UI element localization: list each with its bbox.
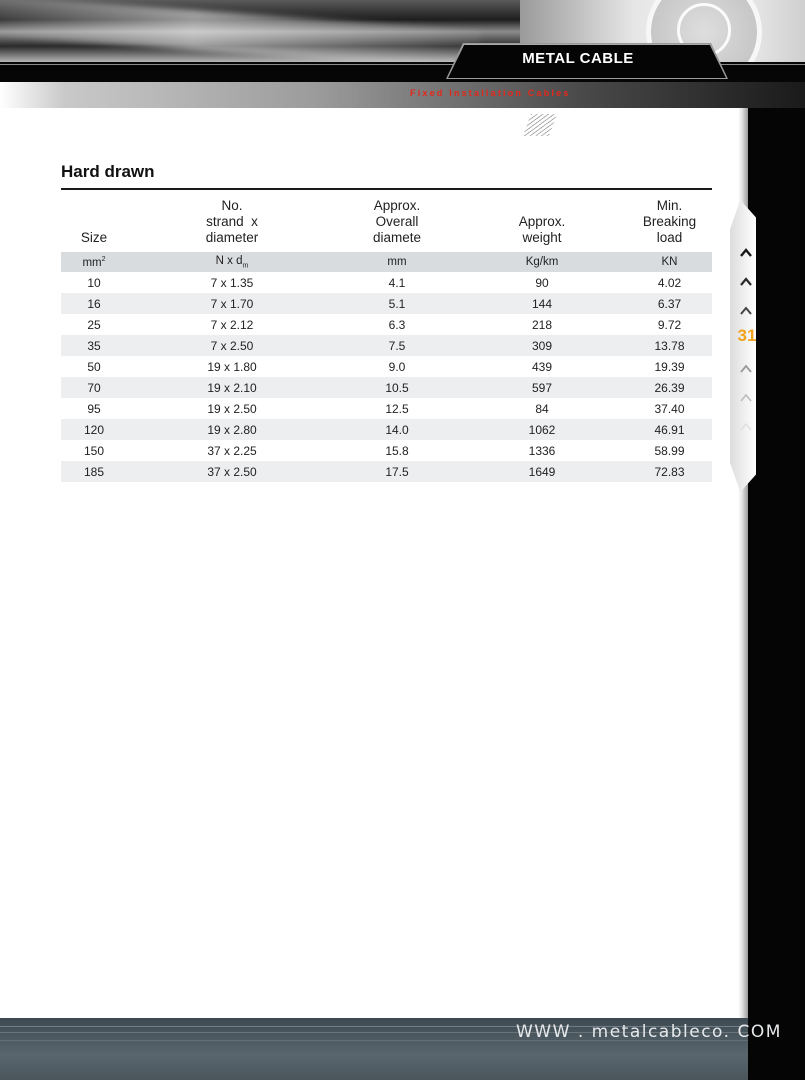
cell-breaking-load: 26.39 xyxy=(627,377,712,398)
chevron-panel xyxy=(730,200,756,492)
table-row xyxy=(61,398,712,419)
unit-weight: Kg/km xyxy=(457,252,627,272)
cell-size: 25 xyxy=(87,317,101,332)
cell-diameter: 4.1 xyxy=(388,275,406,290)
cell-diameter: 9.0 xyxy=(388,359,406,374)
header-line: Approx. xyxy=(373,198,421,213)
category-subtitle: Fixed Installation Cables xyxy=(410,88,571,98)
header-line: No. xyxy=(221,198,243,213)
cell-size: 185 xyxy=(61,461,127,482)
header-line: Min. xyxy=(656,198,683,213)
unit-text: N x d xyxy=(215,254,243,267)
header-strands xyxy=(127,194,337,252)
cell-strands: 7 x 2.50 xyxy=(127,335,337,356)
cell-breaking-load: 19.39 xyxy=(654,359,685,374)
table-row xyxy=(61,440,712,461)
unit-load: KN xyxy=(627,252,712,272)
right-sidebar xyxy=(748,108,805,1080)
cell-weight: 1062 xyxy=(457,419,627,440)
cell-weight: 84 xyxy=(535,401,549,416)
cell-strands: 19 x 2.10 xyxy=(127,377,337,398)
cell-weight: 597 xyxy=(457,377,627,398)
chevron-up-icon[interactable] xyxy=(738,246,754,262)
subheader-gradient-bar xyxy=(0,82,805,108)
cell-breaking-load: 58.99 xyxy=(654,443,685,458)
header-line: Approx. xyxy=(518,214,566,229)
cell-weight: 218 xyxy=(531,317,553,332)
cell-weight: 90 xyxy=(535,275,549,290)
header-swoosh-decoration xyxy=(0,0,481,66)
header-line: strand x xyxy=(206,214,258,229)
specification-table xyxy=(61,194,712,482)
table-row xyxy=(61,335,712,356)
table-row xyxy=(61,461,712,482)
table-header-row xyxy=(61,194,712,252)
chevron-up-icon[interactable] xyxy=(738,362,754,378)
cell-strands: 7 x 1.70 xyxy=(127,293,337,314)
cell-strands: 19 x 2.50 xyxy=(207,401,257,416)
cell-size: 150 xyxy=(83,443,105,458)
cell-weight: 1649 xyxy=(457,461,627,482)
cell-strands: 19 x 2.80 xyxy=(127,419,337,440)
cell-breaking-load: 37.40 xyxy=(654,401,685,416)
unit-size xyxy=(61,252,127,272)
chevron-up-icon[interactable] xyxy=(738,420,754,436)
header-line: weight xyxy=(522,230,562,245)
table-row xyxy=(61,356,712,377)
cell-size: 70 xyxy=(61,377,127,398)
cell-diameter: 5.1 xyxy=(337,293,457,314)
chevron-up-icon[interactable] xyxy=(738,275,754,291)
cell-size: 10 xyxy=(87,275,101,290)
table-body xyxy=(61,272,712,482)
table-row xyxy=(61,377,712,398)
unit-subscript: m xyxy=(242,262,249,270)
header-line: Overall xyxy=(375,214,419,229)
cell-strands: 7 x 2.12 xyxy=(210,317,254,332)
table-row xyxy=(61,272,712,293)
header-line: diamete xyxy=(372,230,422,245)
section-title: Hard drawn xyxy=(61,162,155,181)
table-row xyxy=(61,293,712,314)
cell-strands: 37 x 2.50 xyxy=(127,461,337,482)
cell-diameter: 6.3 xyxy=(388,317,406,332)
header-line: Size xyxy=(80,230,108,245)
cell-breaking-load: 4.02 xyxy=(657,275,682,290)
unit-superscript: 2 xyxy=(101,255,106,263)
section-title-rule xyxy=(61,188,712,190)
header-overall-diameter xyxy=(337,194,457,252)
cell-diameter: 10.5 xyxy=(337,377,457,398)
cell-weight: 309 xyxy=(457,335,627,356)
cell-breaking-load: 46.91 xyxy=(627,419,712,440)
chevron-up-icon[interactable] xyxy=(738,304,754,320)
unit-text: mm xyxy=(82,256,102,269)
cell-breaking-load: 72.83 xyxy=(627,461,712,482)
cell-diameter: 14.0 xyxy=(337,419,457,440)
cell-breaking-load: 13.78 xyxy=(627,335,712,356)
units-row xyxy=(61,252,712,272)
cell-size: 35 xyxy=(61,335,127,356)
cell-breaking-load: 9.72 xyxy=(657,317,682,332)
cell-weight: 1336 xyxy=(528,443,556,458)
cell-size: 95 xyxy=(87,401,101,416)
unit-strand xyxy=(127,252,337,272)
cell-strands: 37 x 2.25 xyxy=(207,443,257,458)
header-line: load xyxy=(656,230,683,245)
cell-size: 50 xyxy=(87,359,101,374)
cell-diameter: 17.5 xyxy=(337,461,457,482)
header-size xyxy=(61,194,127,252)
cell-size: 16 xyxy=(61,293,127,314)
cell-diameter: 7.5 xyxy=(337,335,457,356)
table-row xyxy=(61,419,712,440)
cell-size: 120 xyxy=(61,419,127,440)
page-number: 31 xyxy=(737,326,757,345)
hatched-cable-icon xyxy=(523,114,557,136)
cell-strands: 7 x 1.35 xyxy=(210,275,254,290)
header-breaking-load xyxy=(627,194,712,252)
cell-breaking-load: 6.37 xyxy=(627,293,712,314)
brand-title: METAL CABLE xyxy=(522,50,634,67)
header-weight xyxy=(457,194,627,252)
unit-diameter: mm xyxy=(337,252,457,272)
cell-diameter: 12.5 xyxy=(385,401,409,416)
cell-strands: 19 x 1.80 xyxy=(207,359,257,374)
table-row xyxy=(61,314,712,335)
cell-weight: 144 xyxy=(457,293,627,314)
cell-diameter: 15.8 xyxy=(385,443,409,458)
header-line: Breaking xyxy=(642,214,697,229)
website-link[interactable]: WWW . metalcableco. COM xyxy=(516,1022,782,1042)
chevron-up-icon[interactable] xyxy=(738,391,754,407)
header-line: diameter xyxy=(205,230,259,245)
cell-weight: 439 xyxy=(531,359,553,374)
